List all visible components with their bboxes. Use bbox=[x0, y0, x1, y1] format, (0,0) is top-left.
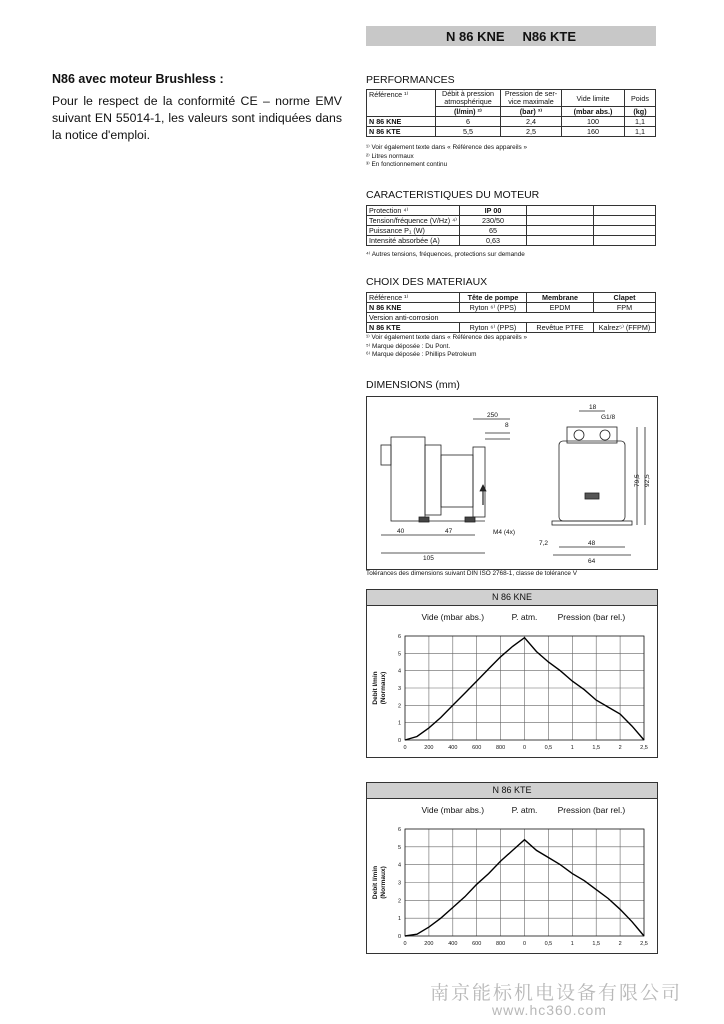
y-tick-label: 4 bbox=[397, 668, 401, 675]
x-tick-label: 600 bbox=[472, 941, 482, 947]
table-row bbox=[367, 313, 656, 323]
dim-label: 250 bbox=[487, 412, 498, 419]
dim-label: 92,5 bbox=[644, 474, 651, 487]
footer-company: 南京能标机电设备有限公司 bbox=[430, 983, 683, 1004]
x-tick-label: 1,5 bbox=[592, 745, 601, 751]
table-row bbox=[367, 303, 656, 313]
region-label: Pression (bar rel.) bbox=[557, 805, 626, 815]
dimension-drawing-box bbox=[366, 396, 658, 570]
chart-title: N 86 KTE bbox=[367, 783, 657, 799]
motor-connector bbox=[381, 445, 391, 465]
table-cell: Clapet bbox=[594, 293, 656, 303]
table-cell: Pression de ser-vice maximale bbox=[501, 90, 562, 107]
footnote: ³⁾ En fonctionnement continu bbox=[366, 161, 448, 168]
motor-flange bbox=[425, 445, 441, 515]
table-cell: Protection ⁴⁾ bbox=[367, 206, 460, 216]
materiaux-notes bbox=[366, 334, 527, 360]
table-cell: Poids bbox=[625, 90, 656, 107]
table-cell: (mbar abs.) bbox=[562, 107, 625, 117]
table-cell: Tête de pompe bbox=[460, 293, 527, 303]
y-tick-label: 3 bbox=[397, 880, 401, 887]
table-cell: Référence ¹⁾ bbox=[367, 90, 436, 117]
table-cell: Référence ¹⁾ bbox=[367, 293, 460, 303]
x-tick-label: 800 bbox=[496, 745, 506, 751]
table-cell: Tension/fréquence (V/Hz) ⁴⁾ bbox=[367, 216, 460, 226]
x-tick-label: 0 bbox=[522, 941, 527, 947]
dim-label: M4 (4x) bbox=[493, 529, 516, 536]
table-cell: FPM bbox=[594, 303, 656, 313]
y-tick-label: 1 bbox=[397, 720, 401, 727]
table-cell: 0,63 bbox=[460, 236, 527, 246]
y-tick-label: 6 bbox=[397, 827, 401, 833]
table-cell: Ryton ⁶⁾ (PPS) bbox=[460, 323, 527, 333]
table-cell: N 86 KNE bbox=[367, 117, 436, 127]
dimensions-title: DIMENSIONS (mm) bbox=[366, 379, 460, 391]
port-inlet bbox=[574, 430, 584, 440]
region-label: P. atm. bbox=[511, 612, 538, 622]
table-cell bbox=[527, 236, 594, 246]
dim-label: G1/8 bbox=[601, 414, 616, 421]
y-tick-label: 6 bbox=[397, 634, 401, 640]
x-tick-label: 0,5 bbox=[544, 941, 553, 947]
table-row bbox=[367, 236, 656, 246]
dim-label: 18 bbox=[589, 404, 597, 411]
dim-label: 40 bbox=[397, 528, 405, 535]
model-title-kne: N 86 KNE bbox=[446, 28, 505, 44]
table-cell bbox=[527, 226, 594, 236]
table-cell: 100 bbox=[562, 117, 625, 127]
table-cell: IP 00 bbox=[460, 206, 527, 216]
foot-left bbox=[419, 517, 429, 522]
dim-label: 7,2 bbox=[539, 540, 549, 547]
chart-plot bbox=[367, 606, 657, 757]
region-label: P. atm. bbox=[511, 805, 538, 815]
table-cell: 65 bbox=[460, 226, 527, 236]
chart-plot bbox=[367, 799, 657, 953]
footer-url: www.hc360.com bbox=[492, 1002, 607, 1018]
table-cell: Puissance P₁ (W) bbox=[367, 226, 460, 236]
table-cell: 230/50 bbox=[460, 216, 527, 226]
footnote: ⁶⁾ Marque déposée : Phillips Petroleum bbox=[366, 351, 477, 358]
table-row bbox=[367, 127, 656, 137]
footnote: ⁵⁾ Marque déposée : Du Pont. bbox=[366, 342, 451, 350]
footnote: ²⁾ Litres normaux bbox=[366, 152, 414, 160]
x-tick-label: 200 bbox=[424, 941, 434, 947]
moteur-note: ⁴⁾ Autres tensions, fréquences, protections sur demande bbox=[366, 251, 525, 258]
x-tick-label: 1 bbox=[570, 745, 574, 751]
y-tick-label: 0 bbox=[397, 934, 401, 940]
table-cell bbox=[594, 226, 656, 236]
dim-label: 64 bbox=[588, 558, 596, 565]
x-tick-label: 0,5 bbox=[544, 745, 553, 751]
table-cell: 5,5 bbox=[436, 127, 501, 137]
table-cell: Version anti-corrosion bbox=[367, 313, 656, 323]
x-tick-label: 0 bbox=[403, 745, 407, 751]
table-row bbox=[367, 117, 656, 127]
table-cell: N 86 KNE bbox=[367, 303, 460, 313]
performances-title: PERFORMANCES bbox=[366, 74, 455, 86]
moteur-table bbox=[366, 205, 656, 246]
chart-kte bbox=[366, 782, 658, 954]
table-cell: 6 bbox=[436, 117, 501, 127]
x-tick-label: 1 bbox=[570, 941, 574, 947]
x-tick-label: 200 bbox=[424, 745, 434, 751]
x-tick-label: 0 bbox=[403, 941, 407, 947]
y-tick-label: 2 bbox=[397, 703, 401, 710]
table-header-row bbox=[367, 90, 656, 107]
model-header-bar bbox=[366, 26, 656, 46]
y-axis-label: (Normaux) bbox=[380, 866, 387, 899]
table-cell: Kalrez⁵⁾ (FFPM) bbox=[594, 323, 656, 333]
moteur-title: CARACTERISTIQUES DU MOTEUR bbox=[366, 189, 540, 201]
x-tick-label: 2,5 bbox=[640, 941, 648, 947]
table-cell: (l/min) ²⁾ bbox=[436, 107, 501, 117]
y-axis-label: Debit l/min bbox=[372, 865, 379, 900]
table-cell bbox=[594, 236, 656, 246]
table-cell: 2,5 bbox=[501, 127, 562, 137]
table-row bbox=[367, 323, 656, 333]
pump-cover-side bbox=[473, 447, 485, 517]
table-cell bbox=[527, 216, 594, 226]
table-row bbox=[367, 206, 656, 216]
y-tick-label: 2 bbox=[397, 898, 401, 905]
model-title-kte: N86 KTE bbox=[522, 28, 576, 44]
table-row bbox=[367, 216, 656, 226]
pump-front-outline bbox=[559, 441, 625, 521]
dim-label: 48 bbox=[588, 540, 596, 547]
dimensions-note: Tolérances des dimensions suivant DIN ISO 2768-1, classe de tolérance V bbox=[366, 570, 577, 577]
y-tick-label: 4 bbox=[397, 862, 401, 869]
dim-label: 8 bbox=[505, 422, 509, 429]
table-cell: 1,1 bbox=[625, 117, 656, 127]
materiaux-title: CHOIX DES MATERIAUX bbox=[366, 276, 488, 288]
x-tick-label: 2 bbox=[618, 941, 622, 947]
y-axis-label: Debit l/min bbox=[372, 671, 379, 705]
dimension-drawing bbox=[367, 397, 657, 569]
table-row bbox=[367, 226, 656, 236]
chart-kne bbox=[366, 589, 658, 758]
table-cell: (bar) ³⁾ bbox=[501, 107, 562, 117]
table-cell bbox=[527, 206, 594, 216]
performances-table bbox=[366, 89, 656, 137]
y-tick-label: 1 bbox=[397, 916, 401, 923]
motor-body-outline bbox=[391, 437, 425, 521]
table-cell: N 86 KTE bbox=[367, 127, 436, 137]
port-outlet bbox=[600, 430, 610, 440]
table-cell: Revêtue PTFE bbox=[527, 323, 594, 333]
region-label: Pression (bar rel.) bbox=[557, 612, 626, 622]
table-cell bbox=[594, 206, 656, 216]
table-cell: (kg) bbox=[625, 107, 656, 117]
x-tick-label: 1,5 bbox=[592, 941, 601, 947]
dim-label: 47 bbox=[445, 528, 453, 535]
x-tick-label: 400 bbox=[448, 941, 458, 947]
pump-head-side bbox=[441, 455, 473, 507]
intro-text: Pour le respect de la conformité CE – norme EMV suivant EN 55014-1, les valeurs sont indiquées dans la notice d'emploi. bbox=[52, 94, 342, 142]
table-header-row bbox=[367, 293, 656, 303]
x-tick-label: 400 bbox=[448, 745, 458, 751]
x-tick-label: 600 bbox=[472, 745, 482, 751]
x-tick-label: 800 bbox=[496, 941, 506, 947]
y-axis-label: (Normaux) bbox=[380, 671, 387, 705]
intro-title: N86 avec moteur Brushless : bbox=[52, 72, 224, 86]
table-cell: EPDM bbox=[527, 303, 594, 313]
table-cell: 1,1 bbox=[625, 127, 656, 137]
dim-label: 79,5 bbox=[634, 474, 641, 487]
foot-right bbox=[465, 517, 475, 522]
table-cell: 160 bbox=[562, 127, 625, 137]
x-tick-label: 2,5 bbox=[640, 745, 648, 751]
table-cell: Intensité absorbée (A) bbox=[367, 236, 460, 246]
table-cell: Membrane bbox=[527, 293, 594, 303]
footnote: ¹⁾ Voir également texte dans « Référence des appareils » bbox=[366, 144, 528, 151]
x-tick-label: 0 bbox=[522, 745, 527, 751]
performances-notes bbox=[366, 144, 527, 170]
table-cell: Ryton ⁶⁾ (PPS) bbox=[460, 303, 527, 313]
y-tick-label: 5 bbox=[397, 651, 401, 658]
dim-label: 105 bbox=[423, 555, 434, 562]
y-tick-label: 5 bbox=[397, 844, 401, 851]
footnote: ¹⁾ Voir également texte dans « Référence des appareils » bbox=[366, 334, 528, 341]
label-plate bbox=[585, 493, 599, 499]
chart-title: N 86 KNE bbox=[367, 590, 657, 606]
region-label: Vide (mbar abs.) bbox=[421, 612, 485, 622]
y-tick-label: 0 bbox=[397, 738, 401, 744]
x-tick-label: 2 bbox=[618, 745, 622, 751]
table-cell: 2,4 bbox=[501, 117, 562, 127]
table-cell: Débit à pression atmosphérique bbox=[436, 90, 501, 107]
region-label: Vide (mbar abs.) bbox=[421, 805, 485, 815]
table-cell bbox=[594, 216, 656, 226]
y-tick-label: 3 bbox=[397, 686, 401, 692]
materiaux-table bbox=[366, 292, 656, 333]
front-base bbox=[552, 521, 632, 525]
table-cell: Vide limite bbox=[562, 90, 625, 107]
table-cell: N 86 KTE bbox=[367, 323, 460, 333]
